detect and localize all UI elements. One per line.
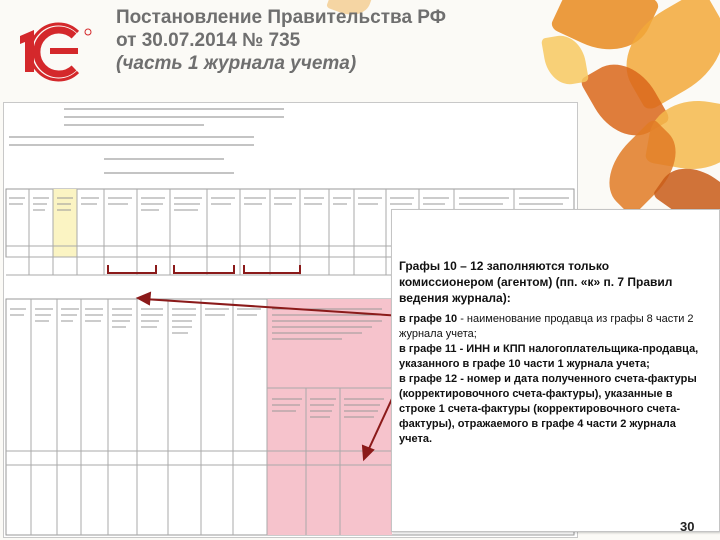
callout-item <box>399 372 711 447</box>
callout-item-prefix: в графе 11 <box>399 343 457 355</box>
slide-title <box>116 6 536 75</box>
callout-body <box>399 312 711 447</box>
callout-item <box>399 342 711 372</box>
title-line-2: от 30.07.2014 № 735 <box>116 30 301 51</box>
title-line-1: Постановление Правительства РФ <box>116 7 446 28</box>
callout-item-prefix: в графе 12 <box>399 373 458 385</box>
logo-1c <box>12 22 104 84</box>
callout-item-text: - ИНН и КПП налогоплательщика-продавца, указанного в графе 10 части 1 журнала учета; <box>399 343 699 370</box>
title-line-3: (часть 1 журнала учета) <box>116 53 357 74</box>
page-number: 30 <box>680 519 695 534</box>
callout-item-text: - номер и дата полученного счета-фактуры (корректировочного счета-фактуры), указанные в строке 1 счета-фактуры (корректировочного счета-фактуры), отражаемого в графе 4 части 2 журнала учета. <box>399 373 697 445</box>
callout-heading: Графы 10 – 12 заполняются только комиссионером (агентом) (пп. «к» п. 7 Правил ведения журнала): <box>399 259 673 305</box>
callout-item <box>399 312 711 342</box>
callout-item-text: - наименование продавца из графы 8 части 2 журнала учета; <box>399 313 694 340</box>
callout-item-prefix: в графе 10 <box>399 313 458 325</box>
